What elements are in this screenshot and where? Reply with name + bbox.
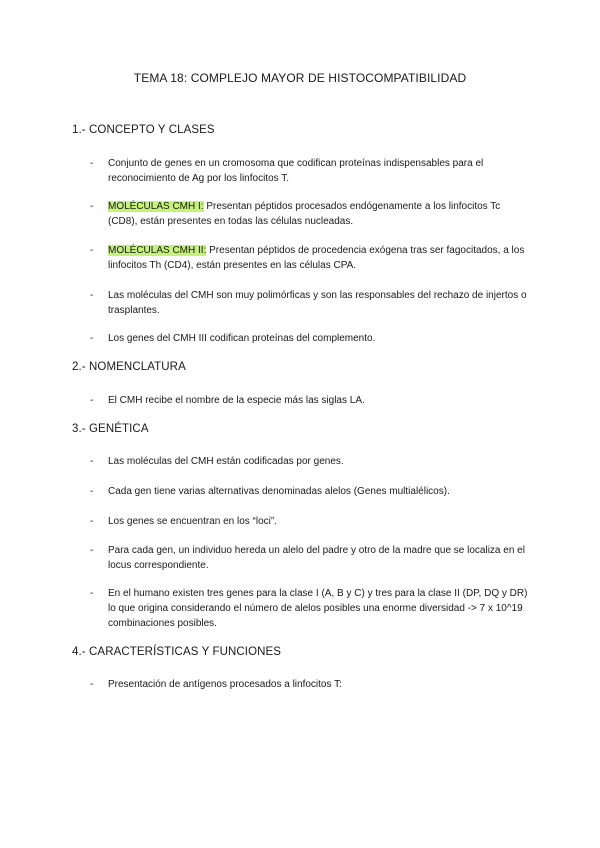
bullet-dash: -: [90, 290, 94, 301]
list-item-text: Presentación de antígenos procesados a linfocitos T:: [108, 679, 342, 690]
bullet-dash: -: [90, 333, 94, 344]
bullet-dash: -: [90, 486, 94, 497]
highlighted-term: MOLÉCULAS CMH I:: [108, 201, 204, 212]
bullet-dash: -: [90, 588, 94, 599]
section-heading-nomenclatura: 2.- NOMENCLATURA: [72, 361, 186, 373]
section-heading-caracteristicas: 4.- CARACTERÍSTICAS Y FUNCIONES: [72, 646, 282, 658]
bullet-dash: -: [90, 679, 94, 690]
section-heading-concepto: 1.- CONCEPTO Y CLASES: [72, 124, 215, 136]
document-title: TEMA 18: COMPLEJO MAYOR DE HISTOCOMPATIBILIDAD: [133, 71, 467, 85]
list-item-text: Presentan péptidos procesados endógenamente a los linfocitos Tc (CD8), están presentes en todas las células nucleadas.: [108, 201, 501, 227]
list-item-text: Las moléculas del CMH son muy polimórficas y son las responsables del rechazo de injertos o trasplantes.: [108, 290, 527, 316]
list-item-text: Los genes se encuentran en los “loci”.: [108, 516, 277, 527]
bullet-dash: -: [90, 545, 94, 556]
list-item-text: Los genes del CMH III codifican proteínas del complemento.: [108, 333, 376, 344]
list-item-text: Para cada gen, un individuo hereda un alelo del padre y otro de la madre que se localiza en el locus correspondiente.: [108, 545, 525, 571]
section-heading-genetica: 3.- GENÉTICA: [72, 423, 149, 435]
list-item-text: Las moléculas del CMH están codificadas por genes.: [108, 456, 344, 467]
bullet-dash: -: [90, 456, 94, 467]
list-item-text: El CMH recibe el nombre de la especie más las siglas LA.: [108, 395, 365, 406]
bullet-dash: -: [90, 158, 94, 169]
highlighted-term: MOLÉCULAS CMH II:: [108, 245, 207, 256]
bullet-dash: -: [90, 245, 94, 256]
list-item-text: Conjunto de genes en un cromosoma que codifican proteínas indispensables para el reconocimiento de Ag por los linfocitos T.: [108, 158, 484, 184]
list-item-text: Cada gen tiene varias alternativas denominadas alelos (Genes multialélicos).: [108, 486, 450, 497]
bullet-dash: -: [90, 516, 94, 527]
bullet-dash: -: [90, 395, 94, 406]
list-item-text: En el humano existen tres genes para la clase I (A, B y C) y tres para la clase II (DP, DQ y DR) lo que origina considerando el número de alelos posibles una enorme diversidad -> 7 x 10^19 combinaciones posibles.: [108, 588, 528, 629]
list-item-text: Presentan péptidos de procedencia exógena tras ser fagocitados, a los linfocitos Th (CD4), están presentes en las células CPA.: [108, 245, 525, 271]
bullet-dash: -: [90, 201, 94, 212]
